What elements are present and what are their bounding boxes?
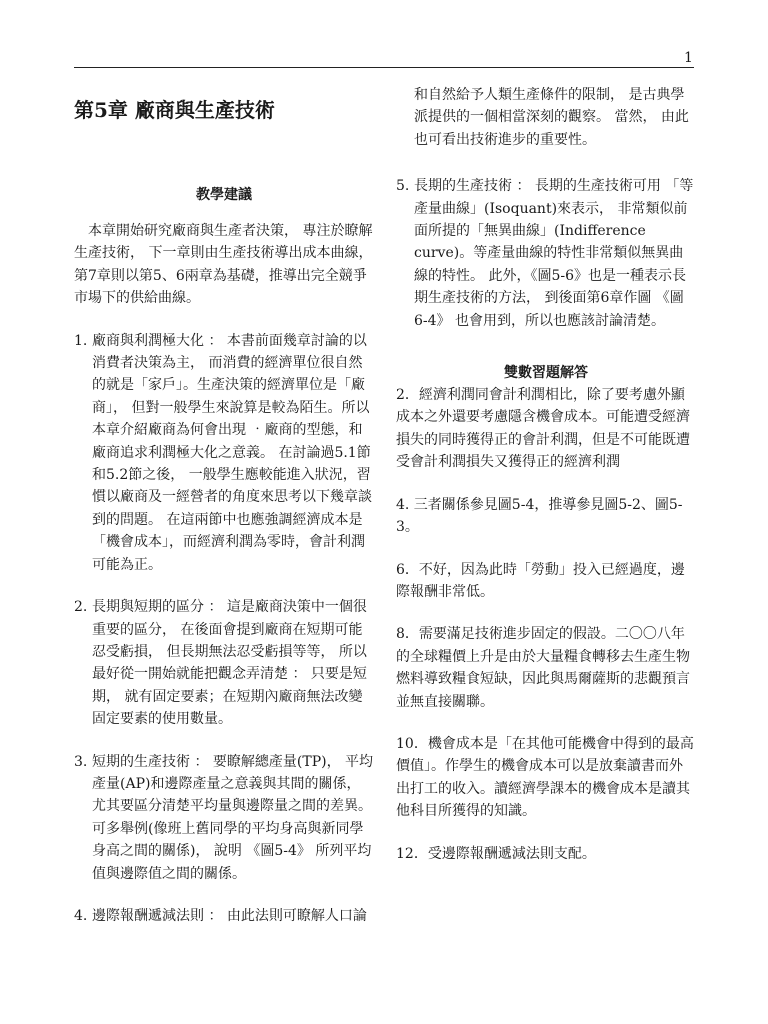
item-text: 短期的生產技術 ： 要瞭解總產量(TP)， 平均產量(AP)和邊際產量之意義與其間的關係， 尤其要區分清楚平均量與邊際量之間的差異。可多舉例(像班上舊同學的平均身高與新同學身高之間的關係)， 說明 《圖5-4》 所列平均值與邊際值之間的關係。 xyxy=(92,753,374,882)
item-number: 3. xyxy=(74,753,88,770)
answer-paragraph: 8．需要滿足技術進步固定的假設。二〇〇八年的全球糧價上升是由於大量糧食轉移去生產生物燃料導致糧食短缺，因此與馬爾薩斯的悲觀預言並無直接關聯。 xyxy=(396,626,690,710)
answer-paragraph: 6．不好，因為此時「勞動」投入已經過度，邊際報酬非常低。 xyxy=(396,561,685,600)
answer-paragraph: 4. 三者關係參見圖5-4，推導參見圖5-2、圖5-3。 xyxy=(396,496,683,536)
item-text: 廠商與利潤極大化 ： 本書前面幾章討論的以消費者決策為主， 而消費的經濟單位很自然的就是「家戶」。生產決策的經濟單位是「廠商」， 但對一般學生來說算是較為陌生。所以本章介紹廠商為何會出現 ‧廠商的型態，和廠商追求利潤極大化之意義。 在討論過5.1節和5.2節之後， 一般學生應較能進入狀況，習慣以廠商及一經營者的角度來思考以下幾章談到的問題。 在這兩節中也應強調經濟成本是「機會成本」，而經濟利潤為零時，會計利潤可能為正。 xyxy=(92,332,372,573)
list-item xyxy=(396,175,696,332)
list-item xyxy=(74,905,374,927)
answer-paragraph: 10．機會成本是「在其他可能機會中得到的最高價值」。作學生的機會成本可以是放棄讀書而外出打工的收入。讀經濟學課本的機會成本是讀其他科目所獲得的知識。 xyxy=(396,735,694,820)
teaching-heading: 教學建議 xyxy=(196,187,252,203)
item-number: 1. xyxy=(74,332,88,349)
right-column xyxy=(396,84,696,865)
teaching-list xyxy=(74,330,374,928)
answers-heading: 雙數習題解答 xyxy=(504,365,588,382)
item-number: 2. xyxy=(74,599,88,616)
list-item xyxy=(74,596,374,730)
item-number: 4. xyxy=(74,907,88,924)
list-item xyxy=(74,751,374,885)
item4-continued: 和自然給予人類生產條件的限制， 是古典學派提供的一個相當深刻的觀察。 當然， 由此也可看出技術進步的重要性。 xyxy=(414,87,689,148)
left-column xyxy=(74,84,374,927)
intro-paragraph: 本章開始研究廠商與生產者決策， 專注於瞭解生產技術， 下一章則由生產技術導出成本曲線，第7章則以第5、6兩章為基礎，推導出完全競爭市場下的供給曲線。 xyxy=(74,223,373,307)
answer-paragraph: 12．受邊際報酬遞減法則支配。 xyxy=(396,845,596,862)
item-number: 5. xyxy=(396,178,410,195)
item-text: 長期的生產技術 ： 長期的生產技術可用 「等產量曲線」(Isoquant)來表示， 非常類似前面所提的「無異曲線」(Indifference curve)。等產量曲線的特性非常類似無異曲線的特性。 此外，《圖5-6》也是一種表示長期生產技術的方法， 到後面第6章作圖 《圖6-4》 也會用到，所以也應該討論清楚。 xyxy=(414,178,694,329)
chapter-title: 第5章 廠商與生產技術 xyxy=(74,98,275,122)
list-item xyxy=(74,330,374,576)
teaching-list-continued xyxy=(396,175,696,332)
answers-list xyxy=(396,384,696,865)
item-text: 邊際報酬遞減法則 ： 由此法則可瞭解人口論 xyxy=(92,907,367,924)
page-number: 1 xyxy=(684,50,693,66)
header-rule xyxy=(74,67,694,68)
item-text: 長期與短期的區分 ： 這是廠商決策中一個很重要的區分， 在後面會提到廠商在短期可能忍受虧損， 但長期無法忍受虧損等等， 所以最好從一開始就能把觀念弄清楚 ： 只要是短期， 就有固定要素；在短期內廠商無法改變固定要素的使用數量。 xyxy=(92,599,367,728)
answer-paragraph: 2．經濟利潤同會計利潤相比，除了要考慮外顯成本之外還要考慮隱含機會成本。可能遭受經濟損失的同時獲得正的會計利潤，但是不可能既遭受會計利潤損失又獲得正的經濟利潤 xyxy=(396,387,690,471)
